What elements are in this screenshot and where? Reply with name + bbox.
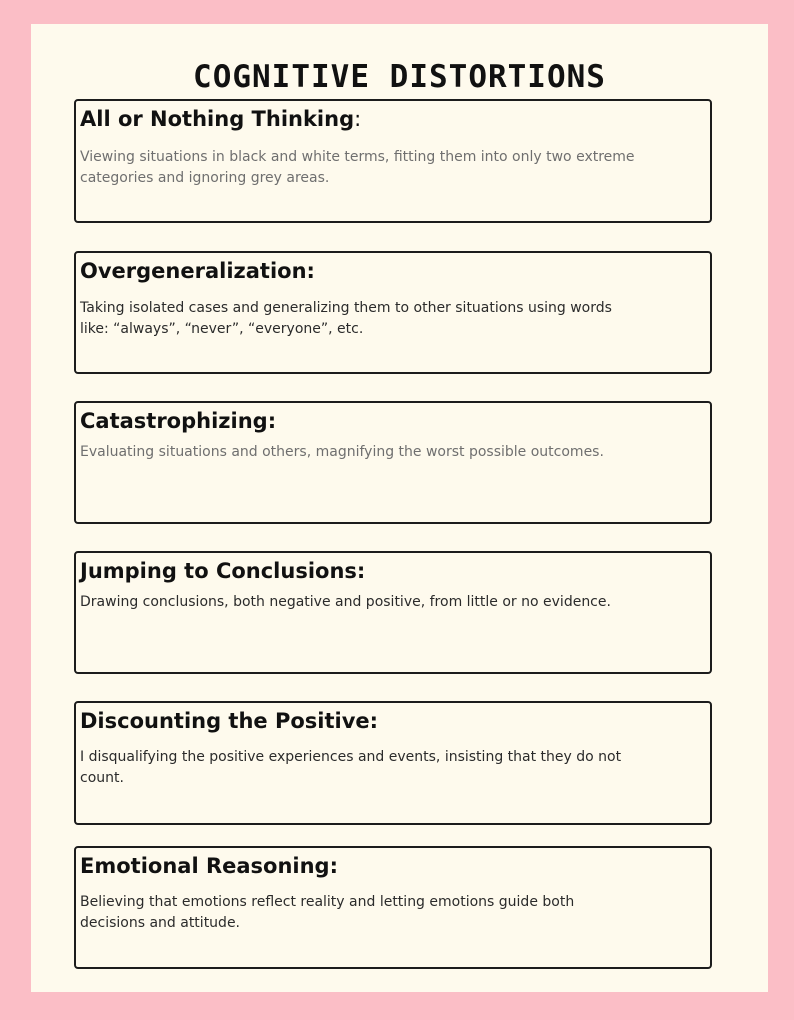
card-description: Viewing situations in black and white terms, fitting them into only two extreme categories and ignoring grey areas.	[80, 149, 635, 186]
worksheet-page	[31, 24, 768, 992]
card-description: Evaluating situations and others, magnifying the worst possible outcomes.	[80, 444, 604, 460]
card-heading-colon: :	[354, 107, 362, 131]
card-description: Taking isolated cases and generalizing them to other situations using words like: “always”, “never”, “everyone”, etc.	[80, 300, 612, 337]
card-heading	[80, 107, 361, 131]
page-title: COGNITIVE DISTORTIONS	[193, 59, 606, 95]
card-heading-text: All or Nothing Thinking	[80, 107, 355, 131]
card-heading: Overgeneralization:	[80, 259, 315, 283]
card-jumping-to-conclusions	[74, 551, 712, 674]
card-description: Believing that emotions reflect reality and letting emotions guide both decisions and attitude.	[80, 894, 575, 931]
card-description: Drawing conclusions, both negative and positive, from little or no evidence.	[80, 594, 611, 610]
card-description: I disqualifying the positive experiences and events, insisting that they do not count.	[80, 749, 622, 786]
card-overgeneralization	[74, 251, 712, 374]
card-heading: Emotional Reasoning:	[80, 854, 338, 878]
card-all-or-nothing-thinking	[74, 99, 712, 223]
card-heading: Discounting the Positive:	[80, 709, 379, 733]
card-discounting-the-positive	[74, 701, 712, 825]
card-heading: Jumping to Conclusions:	[80, 559, 366, 583]
card-catastrophizing	[74, 401, 712, 524]
card-heading: Catastrophizing:	[80, 409, 277, 433]
card-emotional-reasoning	[74, 846, 712, 969]
